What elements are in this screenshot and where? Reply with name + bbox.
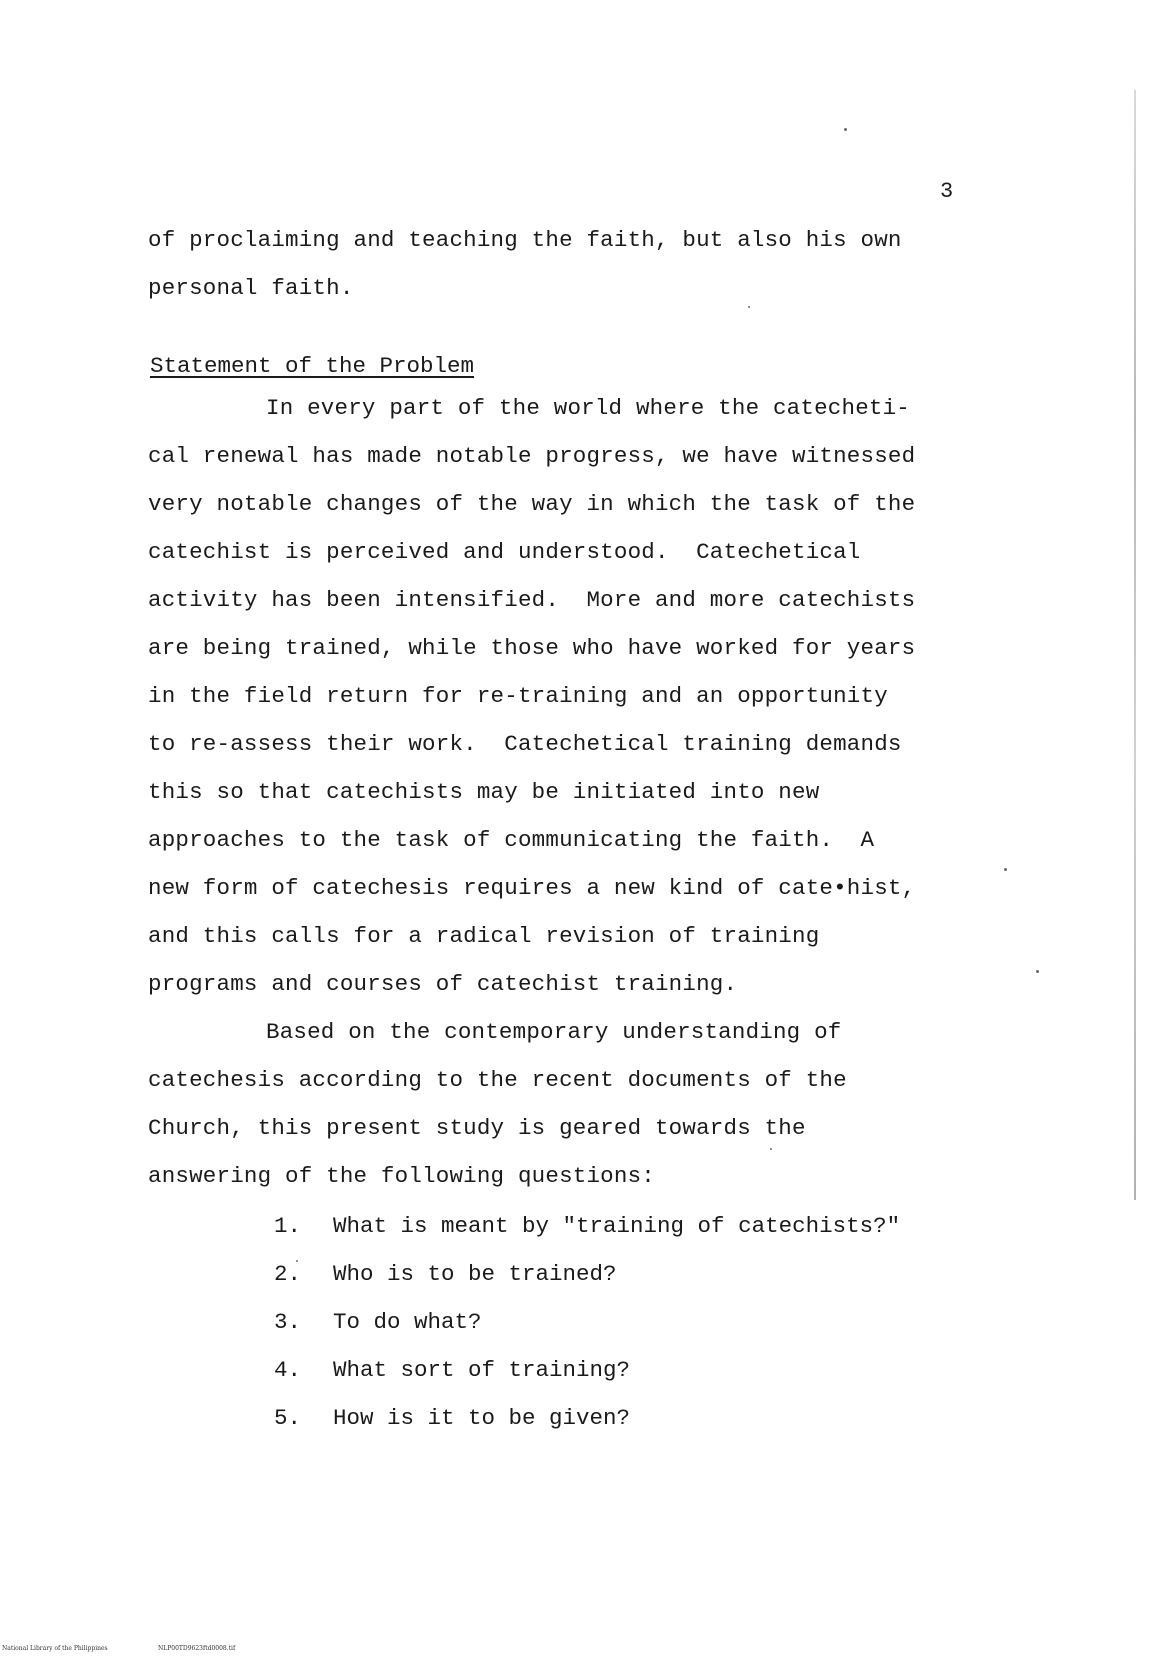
paragraph-line: programs and courses of catechist training.: [148, 971, 738, 997]
scan-edge-shadow: [1134, 90, 1136, 1200]
question-number: 4.: [274, 1357, 302, 1383]
paragraph-line: catechesis according to the recent documents of the: [148, 1067, 847, 1093]
body-text-line: of proclaiming and teaching the faith, but also his own: [148, 227, 902, 253]
question-number: 1.: [274, 1213, 302, 1239]
paragraph-line: new form of catechesis requires a new kind of cate•hist,: [148, 875, 916, 901]
question-text: How is it to be given?: [333, 1405, 631, 1431]
question-number: 2.: [274, 1261, 302, 1287]
footer-library-credit: National Library of the Philippines: [2, 1645, 108, 1652]
paragraph-line: this so that catechists may be initiated into new: [148, 779, 820, 805]
scan-speck: [748, 306, 750, 308]
paragraph-line: Based on the contemporary understanding of: [266, 1019, 842, 1045]
paragraph-line: In every part of the world where the catecheti-: [266, 395, 911, 421]
scan-speck: [844, 128, 847, 131]
body-text-line: personal faith.: [148, 275, 354, 301]
paragraph-line: in the field return for re-training and an opportunity: [148, 683, 888, 709]
paragraph-line: catechist is perceived and understood. Catechetical: [148, 539, 861, 565]
question-number: 5.: [274, 1405, 302, 1431]
paragraph-line: answering of the following questions:: [148, 1163, 655, 1189]
question-text: Who is to be trained?: [333, 1261, 617, 1287]
paragraph-line: cal renewal has made notable progress, we have witnessed: [148, 443, 916, 469]
paragraph-line: approaches to the task of communicating the faith. A: [148, 827, 875, 853]
section-heading: Statement of the Problem: [150, 353, 475, 379]
paragraph-line: activity has been intensified. More and more catechists: [148, 587, 916, 613]
footer-filename: NLP00TD9623ftd0008.tif: [158, 1645, 236, 1652]
paragraph-line: very notable changes of the way in which the task of the: [148, 491, 916, 517]
question-number: 3.: [274, 1309, 302, 1335]
paragraph-line: to re-assess their work. Catechetical training demands: [148, 731, 902, 757]
question-text: What is meant by "training of catechists?": [333, 1213, 901, 1239]
scan-speck: [1036, 970, 1039, 973]
scan-speck: [770, 1148, 772, 1150]
paragraph-line: are being trained, while those who have worked for years: [148, 635, 916, 661]
question-text: To do what?: [333, 1309, 482, 1335]
scan-speck: [1004, 868, 1007, 871]
page-number: 3: [940, 179, 954, 204]
paragraph-line: and this calls for a radical revision of training: [148, 923, 820, 949]
paragraph-line: Church, this present study is geared towards the: [148, 1115, 806, 1141]
question-text: What sort of training?: [333, 1357, 631, 1383]
